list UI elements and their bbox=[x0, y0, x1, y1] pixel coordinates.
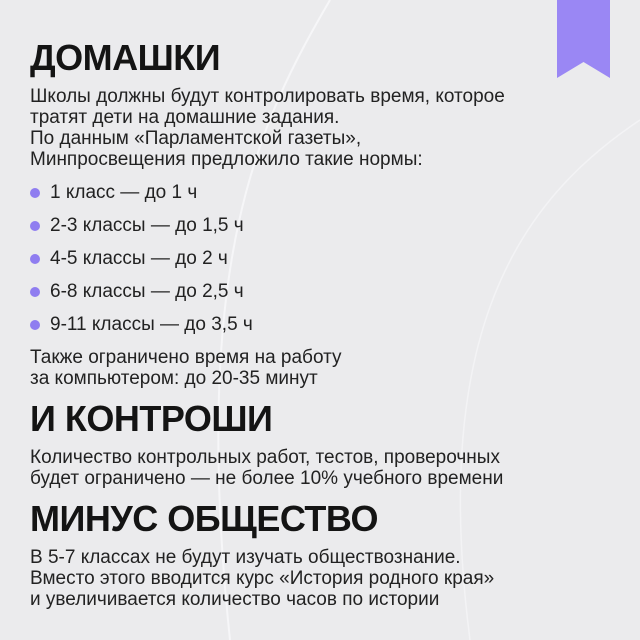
homework-outro-line: Также ограничено время на работу bbox=[30, 347, 342, 368]
bullet-dot-icon bbox=[30, 287, 40, 297]
homework-intro-line: тратят дети на домашние задания. bbox=[30, 107, 340, 128]
tests-title: И КОНТРОШИ bbox=[30, 398, 273, 439]
tests-text-line: будет ограничено — не более 10% учебного времени bbox=[30, 468, 504, 489]
list-item bbox=[30, 308, 620, 341]
homework-outro-line: за компьютером: до 20-35 минут bbox=[30, 368, 318, 389]
bullet-dot-icon bbox=[30, 320, 40, 330]
homework-norms-list bbox=[30, 176, 620, 341]
social-title: МИНУС ОБЩЕСТВО bbox=[30, 498, 379, 539]
list-item bbox=[30, 209, 620, 242]
norm-text: 1 класс — до 1 ч bbox=[50, 181, 198, 203]
norm-text: 4-5 классы — до 2 ч bbox=[50, 247, 228, 269]
norm-text: 9-11 классы — до 3,5 ч bbox=[50, 313, 253, 335]
norm-text: 2-3 классы — до 1,5 ч bbox=[50, 214, 244, 236]
tests-text-line: Количество контрольных работ, тестов, проверочных bbox=[30, 447, 500, 468]
bullet-dot-icon bbox=[30, 188, 40, 198]
main-content bbox=[30, 38, 620, 610]
social-text-line: В 5-7 классах не будут изучать обществознание. bbox=[30, 547, 461, 568]
social-text-line: Вместо этого вводится курс «История родного края» bbox=[30, 568, 495, 589]
bullet-dot-icon bbox=[30, 254, 40, 264]
homework-intro-line: Минпросвещения предложило такие нормы: bbox=[30, 149, 423, 170]
list-item bbox=[30, 242, 620, 275]
norm-text: 6-8 классы — до 2,5 ч bbox=[50, 280, 244, 302]
list-item bbox=[30, 275, 620, 308]
homework-intro-line: Школы должны будут контролировать время, которое bbox=[30, 86, 505, 107]
bullet-dot-icon bbox=[30, 221, 40, 231]
list-item bbox=[30, 176, 620, 209]
homework-intro-line: По данным «Парламентской газеты», bbox=[30, 128, 362, 149]
social-text-line: и увеличивается количество часов по истории bbox=[30, 589, 440, 610]
homework-title: ДОМАШКИ bbox=[30, 37, 221, 78]
